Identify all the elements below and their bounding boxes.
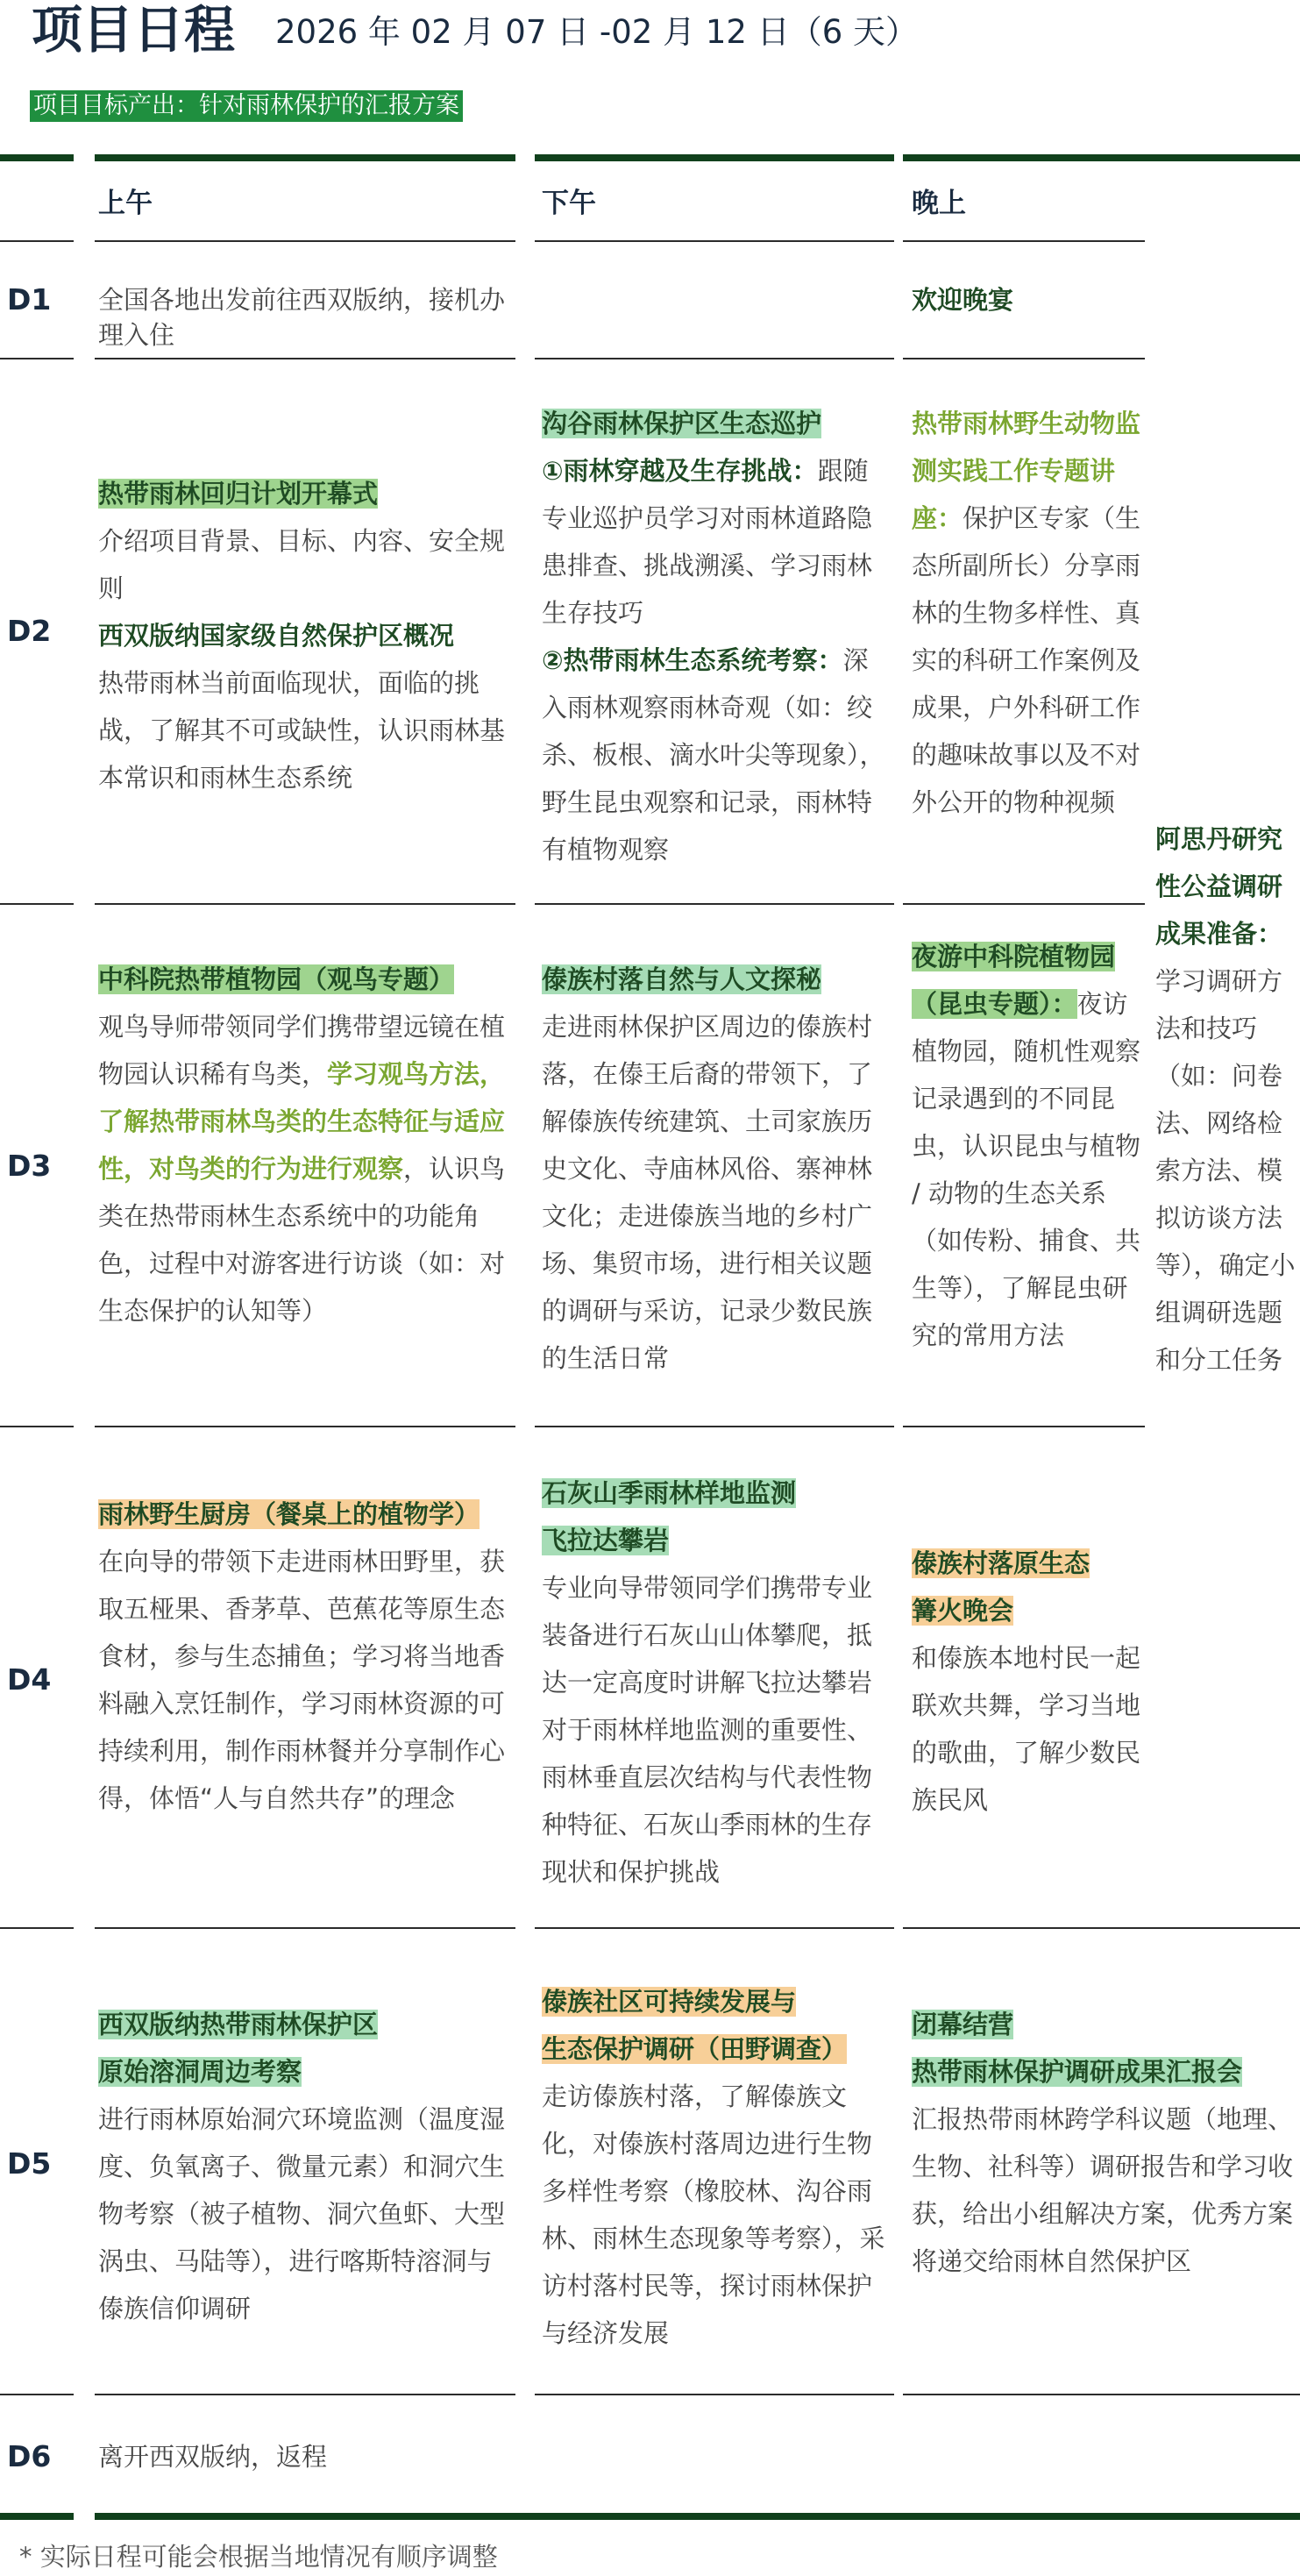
header-rule-1 <box>0 240 74 242</box>
page-title: 项目日程 <box>32 0 236 60</box>
top-bar-2 <box>95 154 515 161</box>
top-bar-3 <box>535 154 894 161</box>
d5-afternoon-title-2: 生态保护调研（田野调查） <box>542 2034 848 2064</box>
row-rule-d1-4 <box>903 358 1145 359</box>
row-rule-d2-2 <box>95 903 515 905</box>
bottom-bar-2 <box>95 2513 1300 2520</box>
d3-morning-text-2: ，认识鸟类在热带雨林生态系统中的功能角色，过程中对游客进行访谈（如：对生态保护的认知等） <box>98 1154 506 1326</box>
d2-afternoon-text-1: 跟随专业巡护员学习对雨林道路隐患排查、挑战溯溪、学习雨林生存技巧 <box>542 456 873 628</box>
d3-evening-text: 夜访植物园，随机性观察记录遇到的不同昆虫，认识昆虫与植物 / 动物的生态关系（如传粉、捕食、共生等），了解昆虫研究的常用方法 <box>912 989 1141 1350</box>
d2-morning-text-2: 热带雨林当前面临现状，面临的挑战，了解其不可或缺性，认识雨林基本常识和雨林生态系统 <box>98 668 506 793</box>
d4-morning-text: 在向导的带领下走进雨林田野里，获取五桠果、香茅草、芭蕉花等原生态食材，参与生态捕鱼；学习将当地香料融入烹饪制作，学习雨林资源的可持续利用，制作雨林餐并分享制作心得，体悟“人与自然共存”的理念 <box>98 1547 506 1813</box>
row-rule-d5-4 <box>903 2394 1300 2395</box>
header-rule-3 <box>535 240 894 242</box>
project-goal-badge: 项目目标产出：针对雨林保护的汇报方案 <box>30 90 463 122</box>
top-bar-1 <box>0 154 74 161</box>
row-rule-d3-3 <box>535 1426 894 1427</box>
top-bar-4 <box>903 154 1300 161</box>
d2-evening-text: 保护区专家（生态所副所长）分享雨林的生物多样性、真实的科研工作案例及成果，户外科研工作的趣味故事以及不对外公开的物种视频 <box>912 503 1141 817</box>
d2-morning-text-1: 介绍项目背景、目标、内容、安全规则 <box>98 526 506 603</box>
d4-afternoon-title-1: 石灰山季雨林样地监测 <box>542 1478 797 1508</box>
day-label-d6: D6 <box>7 2439 52 2473</box>
column-header-ev: 晚上 <box>912 188 966 219</box>
d5-afternoon-text: 走访傣族村落，了解傣族文化，对傣族村落周边进行生物多样性考察（橡胶林、沟谷雨林、雨林生态现象等考察），采访村落村民等，探讨雨林保护与经济发展 <box>542 2081 885 2348</box>
d3-afternoon-text: 走进雨林保护区周边的傣族村落，在傣王后裔的带领下，了解傣族传统建筑、土司家族历史文化、寺庙林风俗、寨神林文化；走进傣族当地的乡村广场、集贸市场，进行相关议题的调研与采访，记录少数民族的生活日常 <box>542 1012 873 1373</box>
d4-afternoon-title-2: 飞拉达攀岩 <box>542 1526 670 1555</box>
d3-morning <box>98 956 512 1334</box>
d4-afternoon <box>542 1469 892 1896</box>
d4-evening-text: 和傣族本地村民一起联欢共舞，学习当地的歌曲，了解少数民族民风 <box>912 1643 1141 1815</box>
d5-afternoon-title-1: 傣族社区可持续发展与 <box>542 1987 797 2017</box>
bottom-bar-1 <box>0 2513 74 2520</box>
row-rule-d2-1 <box>0 903 74 905</box>
d3-morning-emphasis: 学习观鸟方法，了解热带雨林鸟类的生态特征与适应性，对鸟类的行为进行观察 <box>98 1059 506 1184</box>
research-prep-note <box>1155 815 1296 1384</box>
row-rule-d2-3 <box>535 903 894 905</box>
d3-evening <box>912 933 1145 1359</box>
row-rule-d4-2 <box>95 1927 515 1929</box>
row-rule-d5-1 <box>0 2394 74 2395</box>
d4-evening-title-2: 篝火晚会 <box>912 1596 1014 1626</box>
d4-evening-title-1: 傣族村落原生态 <box>912 1548 1090 1578</box>
d3-evening-title: 夜游中科院植物园（昆虫专题）： <box>912 942 1116 1019</box>
d1-evening: 欢迎晚宴 <box>912 285 1014 315</box>
d5-morning <box>98 2001 512 2332</box>
row-rule-d2-4 <box>903 903 1145 905</box>
d3-morning-title: 中科院热带植物园（观鸟专题） <box>98 964 455 994</box>
day-label-d1: D1 <box>7 282 52 317</box>
d4-afternoon-text: 专业向导带领同学们携带专业装备进行石灰山山体攀爬，抵达一定高度时讲解飞拉达攀岩对于雨林样地监测的重要性、雨林垂直层次结构与代表性物种特征、石灰山季雨林的生存现状和保护挑战 <box>542 1573 873 1887</box>
d6-morning: 离开西双版纳，返程 <box>98 2442 328 2472</box>
row-rule-d1-1 <box>0 358 74 359</box>
research-prep-title: 阿思丹研究性公益调研成果准备： <box>1155 824 1283 949</box>
day-label-d4: D4 <box>7 1662 52 1697</box>
d4-morning <box>98 1491 512 1822</box>
header-rule-4 <box>903 240 1145 242</box>
d2-evening-title: 热带雨林野生动物监测实践工作专题讲座： <box>912 409 1141 533</box>
footnote: * 实际日程可能会根据当地情况有顺序调整 <box>19 2542 498 2572</box>
row-rule-d5-3 <box>535 2394 894 2395</box>
d2-morning-title-1: 热带雨林回归计划开幕式 <box>98 479 379 509</box>
column-header-pm: 下午 <box>542 188 596 219</box>
date-range: 2026 年 02 月 07 日 -02 月 12 日（6 天） <box>275 13 918 51</box>
day-label-d3: D3 <box>7 1149 52 1183</box>
d3-afternoon-title: 傣族村落自然与人文探秘 <box>542 964 822 994</box>
d5-morning-title-1: 西双版纳热带雨林保护区 <box>98 2010 379 2039</box>
d2-morning-title-2: 西双版纳国家级自然保护区概况 <box>98 621 455 651</box>
d2-morning <box>98 470 512 801</box>
d5-morning-text: 进行雨林原始洞穴环境监测（温度湿度、负氧离子、微量元素）和洞穴生物考察（被子植物、洞穴鱼虾、大型涡虫、马陆等），进行喀斯特溶洞与傣族信仰调研 <box>98 2104 506 2323</box>
d5-evening-text: 汇报热带雨林跨学科议题（地理、生物、社科等）调研报告和学习收获，给出小组解决方案，优秀方案将递交给雨林自然保护区 <box>912 2104 1294 2276</box>
d2-evening <box>912 400 1145 826</box>
row-rule-d4-4 <box>903 1927 1300 1929</box>
row-rule-d4-1 <box>0 1927 74 1929</box>
d5-evening <box>912 2001 1297 2285</box>
row-rule-d3-1 <box>0 1426 74 1427</box>
row-rule-d3-4 <box>903 1426 1145 1427</box>
row-rule-d5-2 <box>95 2394 515 2395</box>
d3-afternoon <box>542 956 892 1382</box>
d1-morning: 全国各地出发前往西双版纳，接机办理入住 <box>98 285 506 350</box>
d5-evening-title-2: 热带雨林保护调研成果汇报会 <box>912 2057 1243 2087</box>
d5-afternoon <box>542 1978 892 2357</box>
d5-morning-title-2: 原始溶洞周边考察 <box>98 2057 302 2087</box>
d4-evening <box>912 1540 1145 1824</box>
header-rule-2 <box>95 240 515 242</box>
d4-morning-title: 雨林野生厨房（餐桌上的植物学） <box>98 1499 480 1529</box>
day-label-d2: D2 <box>7 614 52 648</box>
row-rule-d1-2 <box>95 358 515 359</box>
d2-afternoon-title: 沟谷雨林保护区生态巡护 <box>542 409 822 438</box>
row-rule-d1-3 <box>535 358 894 359</box>
research-prep-text: 学习调研方法和技巧（如：问卷法、网络检索方法、模拟访谈方法等），确定小组调研选题和分工任务 <box>1155 966 1296 1375</box>
d2-afternoon-text-2: 深入雨林观察雨林奇观（如：绞杀、板根、滴水叶尖等现象），野生昆虫观察和记录，雨林特有植物观察 <box>542 645 885 865</box>
d2-afternoon <box>542 400 892 873</box>
day-label-d5: D5 <box>7 2146 52 2181</box>
d2-afternoon-subtitle-1: ①雨林穿越及生存挑战： <box>542 456 818 486</box>
column-header-am: 上午 <box>98 188 153 219</box>
row-rule-d4-3 <box>535 1927 894 1929</box>
row-rule-d3-2 <box>95 1426 515 1427</box>
d2-afternoon-subtitle-2: ②热带雨林生态系统考察： <box>542 645 843 675</box>
d5-evening-title-1: 闭幕结营 <box>912 2010 1014 2039</box>
d3-morning-text-1: 观鸟导师带领同学们携带望远镜在植物园认识稀有鸟类， <box>98 1012 506 1089</box>
